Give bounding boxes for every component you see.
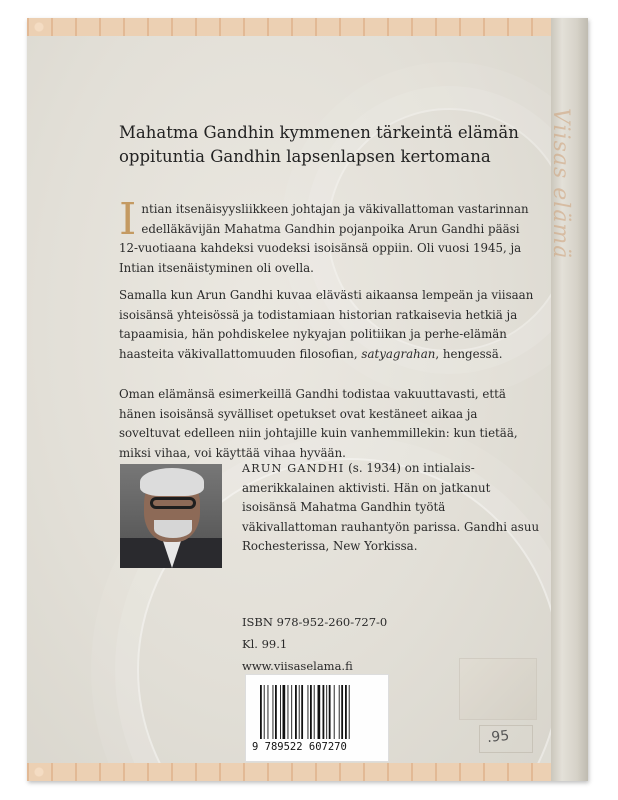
book-back-cover [27,18,588,781]
barcode-bar [264,685,265,739]
tagline [119,121,519,169]
cover-panel [27,18,551,781]
barcode-bar [308,685,309,739]
isbn: ISBN 978-952-260-727-0 [242,615,388,629]
barcode-bar [326,685,327,739]
price-note: .95 [486,727,511,747]
publisher-website: www.viisaselama.fi [242,659,353,673]
barcode-bar [323,685,325,739]
barcode-bar [318,685,321,739]
barcode-bar [345,685,347,739]
barcode-bar [301,685,303,739]
barcode [245,674,389,762]
barcode-bar [275,685,277,739]
barcode-bar [268,685,269,739]
barcode-bar [339,685,340,739]
paragraph-description-text: Samalla kun Arun Gandhi kuvaa elävästi aikaansa lempeän ja viisaan isoisänsä yhteisössä ja todistamiaan historian ratkaisevia hetkiä ja tapaamisia, hän pohdiskelee nykyajan politiikan ja perhe-elämän haasteita väkivallattomuuden filosofian, [119,288,534,361]
author-photo [120,464,222,568]
paragraph-conclusion: Oman elämänsä esimerkeillä Gandhi todistaa vakuuttavasti, että hänen isoisänsä syvälliset opetukset ovat kestäneet aikaa ja soveltuvat edelleen niin johtajille kuin vanhemmillekin: kun tietää, miksi vihaa, voi käyttää vihaa hyvään. [119,387,518,460]
tagline-line-1: Mahatma Gandhin kymmenen tärkeintä elämän [119,123,519,142]
barcode-bar [334,685,335,739]
barcode-bars [260,685,378,739]
tagline-line-2: oppituntia Gandhin lapsenlapsen kertomana [119,147,491,166]
paragraph-description-end: , hengessä. [435,346,503,361]
barcode-bar [329,685,331,739]
barcode-bar [295,685,297,739]
barcode-bar [341,685,343,739]
paragraph-intro-text: ntian itsenäisyysliikkeen johtajan ja väkivallattoman vastarinnan edelläkävijän Mahatma Gandhin pojanpoika Arun Gandhi pääsi 12-vuotiaana kahdeksi vuodeksi isoisänsä oppiin. Oli vuosi 1945, ja Intian itsenäistyminen oli ovella. [119,202,529,275]
author-name: ARUN GANDHI [242,462,345,475]
library-sticker [459,658,537,720]
author-bio-text: (s. 1934) on intialais-amerikkalainen aktivisti. Hän on jatkanut isoisänsä Mahatma Gandhin työtä väkivallattoman rauhantyön parissa. Gandhi asuu Rochesterissa, New Yorkissa. [242,461,540,554]
author-bio [242,459,542,557]
barcode-bar [299,685,300,739]
barcode-bar [283,685,286,739]
barcode-bar [291,685,292,739]
barcode-bar [314,685,315,739]
book-spine [548,18,588,781]
barcode-bar [280,685,281,739]
barcode-bar [349,685,350,739]
barcode-bar [260,685,262,739]
spine-title: Viisas elämä [548,108,573,260]
publication-info [242,611,462,677]
barcode-bar [310,685,312,739]
barcode-bar [288,685,289,739]
ornamental-band-top [27,18,551,36]
barcode-bar [273,685,274,739]
paragraph-intro [119,194,539,278]
paragraph-description [119,286,539,364]
drop-cap: I [119,194,137,245]
barcode-number: 9 789522 607270 [252,741,347,753]
ornamental-band-bottom [27,763,551,781]
satyagraha-term: satyagrahan [361,346,436,361]
classification: Kl. 99.1 [242,637,288,651]
